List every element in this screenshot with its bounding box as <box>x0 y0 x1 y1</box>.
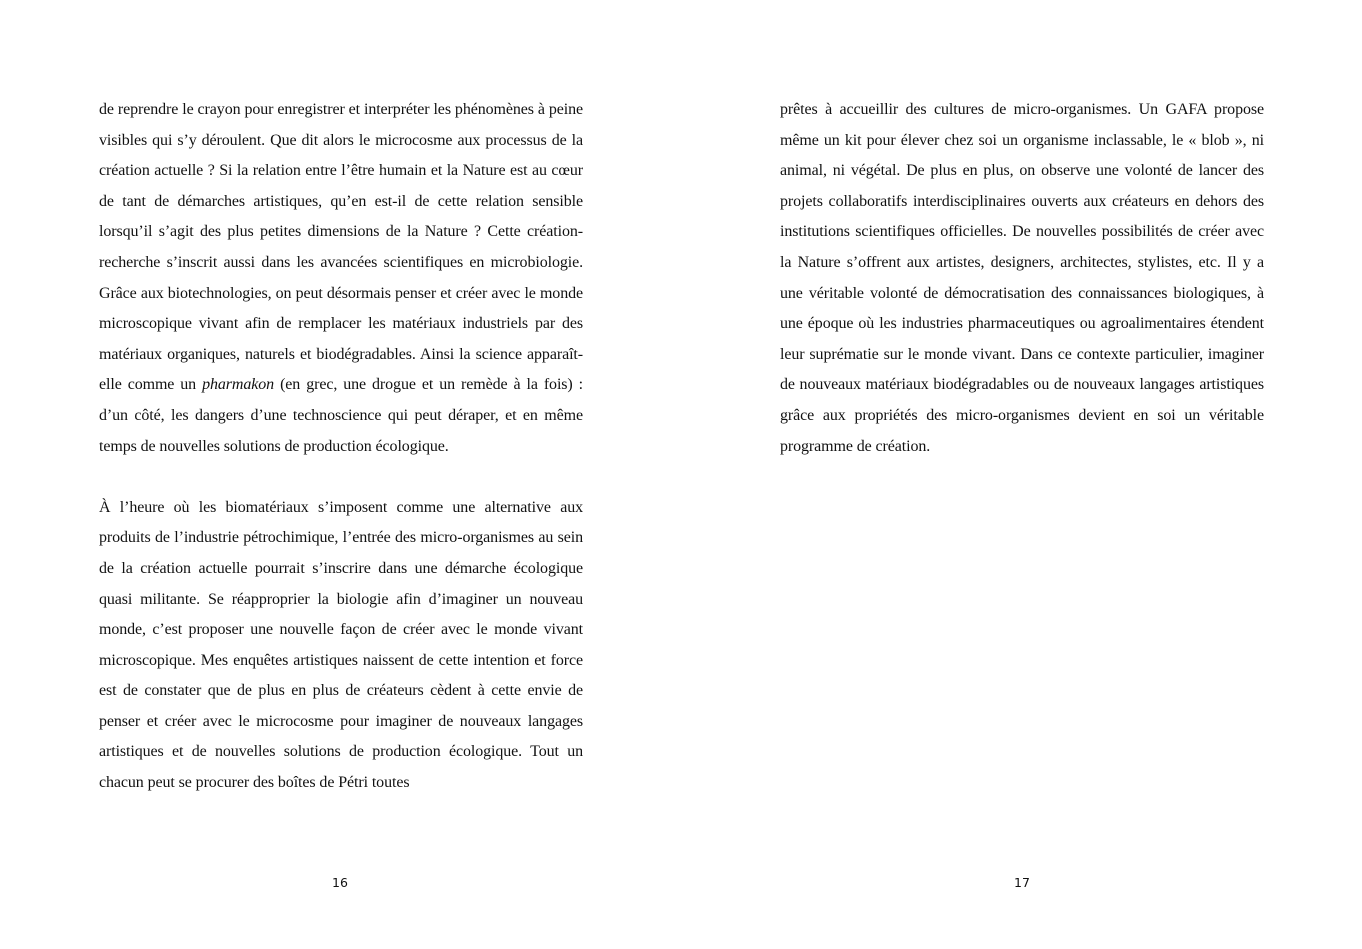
page-number-left: 16 <box>332 875 348 890</box>
left-paragraph-1-part-2: (en grec, une drogue et un remède à la fois) : d’un côté, les dangers d’une technoscience qui peut déraper, et en même temps de nouvelles solutions de production écologique. <box>99 376 583 455</box>
page-number-right: 17 <box>1014 875 1030 890</box>
left-paragraph-1 <box>99 95 583 462</box>
italic-term-pharmakon: pharmakon <box>202 376 275 394</box>
left-paragraph-2: À l’heure où les biomatériaux s’imposent comme une alternative aux produits de l’industrie pétrochimique, l’entrée des micro-organismes au sein de la création actuelle pourrait s’inscrire dans une démarche écologique quasi militante. Se réapproprier la biologie afin d’imaginer un nouveau monde, c’est proposer une nouvelle façon de créer avec le monde vivant microscopique. Mes enquêtes artistiques naissent de cette intention et force est de constater que de plus en plus de créateurs cèdent à cette envie de penser et créer avec le microcosme pour imaginer de nouveaux langages artistiques et de nouvelles solutions de production écologique. Tout un chacun peut se procurer des boîtes de Pétri toutes <box>99 498 583 792</box>
left-page-body <box>99 95 583 799</box>
right-paragraph-1: prêtes à accueillir des cultures de micro-organismes. Un GAFA propose même un kit pour élever chez soi un organisme inclassable, le « blob », ni animal, ni végétal. De plus en plus, on observe une volonté de lancer des projets collaboratifs interdisciplinaires ouverts aux créateurs en dehors des institutions scientifiques officielles. De nouvelles possibilités de créer avec la Nature s’offrent aux artistes, designers, architectes, stylistes, etc. Il y a une véritable volonté de démocratisation des connaissances biologiques, à une époque où les industries pharmaceutiques ou agroalimentaires étendent leur suprématie sur le monde vivant. Dans ce contexte particulier, imaginer de nouveaux matériaux biodégradables ou de nouveaux langages artistiques grâce aux propriétés des micro-organismes devient en soi un véritable programme de création. <box>780 101 1264 455</box>
left-paragraph-1-part-1: de reprendre le crayon pour enregistrer et interpréter les phénomènes à peine visibles qui s’y déroulent. Que dit alors le microcosme aux processus de la création actuelle ? Si la relation entre l’être humain et la Nature est au cœur de tant de démarches artistiques, qu’en est-il de cette relation sensible lorsqu’il s’agit des plus petites dimensions de la Nature ? Cette création-recherche s’inscrit aussi dans les avancées scientifiques en microbiologie. Grâce aux biotechnologies, on peut désormais penser et créer avec le monde microscopique vivant afin de remplacer les matériaux industriels par des matériaux organiques, naturels et biodégradables. Ainsi la science apparaît-elle comme un <box>99 101 583 394</box>
right-page <box>681 0 1362 949</box>
right-page-body <box>780 95 1264 462</box>
